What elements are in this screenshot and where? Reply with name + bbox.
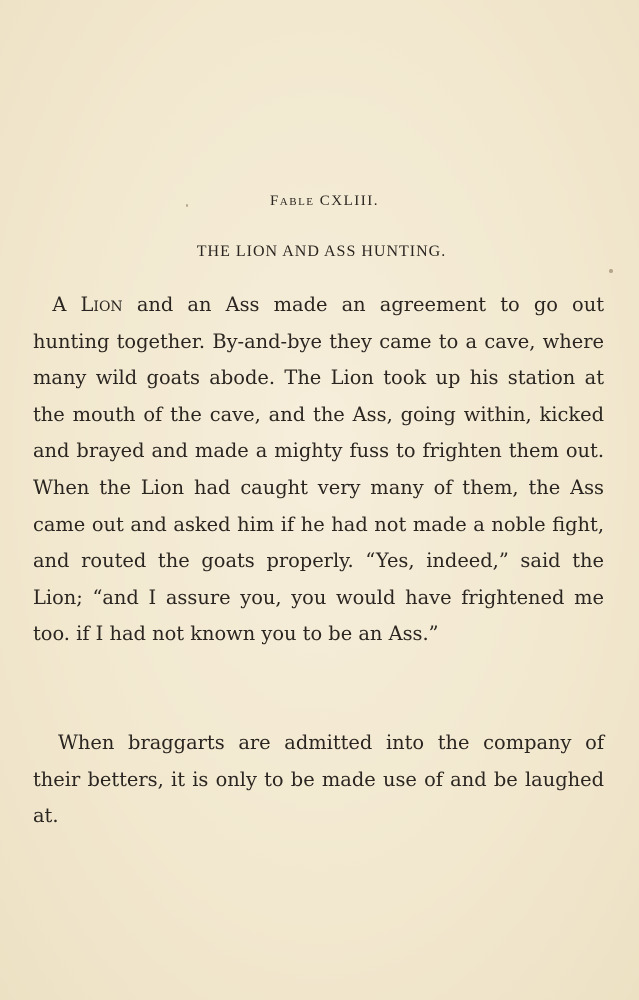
fable-body xyxy=(33,287,604,653)
small-caps-word: Lion xyxy=(80,293,123,316)
moral-text: When braggarts are admitted into the company of their betters, it is only to be made use of and be laughed at. xyxy=(33,731,604,828)
paper-speck xyxy=(609,269,613,273)
fable-number: Fable CXLIII. xyxy=(269,193,380,209)
fable-paragraph xyxy=(33,287,604,653)
fable-moral xyxy=(33,725,604,835)
fable-body-text: and an Ass made an agreement to go out hunting together. By-and-bye they came to a cave, where many wild goats abode. The Lion took up his station at the mouth of the cave, and the Ass, going within, kicked and brayed and made a mighty fuss to frighten them out. When the Lion had caught very many of them, the Ass came out and asked him if he had not made a noble fight, and routed the goats properly. “Yes, indeed,” said the Lion; “and I assure you, you would have frightened me too. if I had not known you to be an Ass.” xyxy=(33,293,604,646)
fable-title: THE LION AND ASS HUNTING. xyxy=(196,243,447,260)
opening-word: A xyxy=(52,293,67,316)
